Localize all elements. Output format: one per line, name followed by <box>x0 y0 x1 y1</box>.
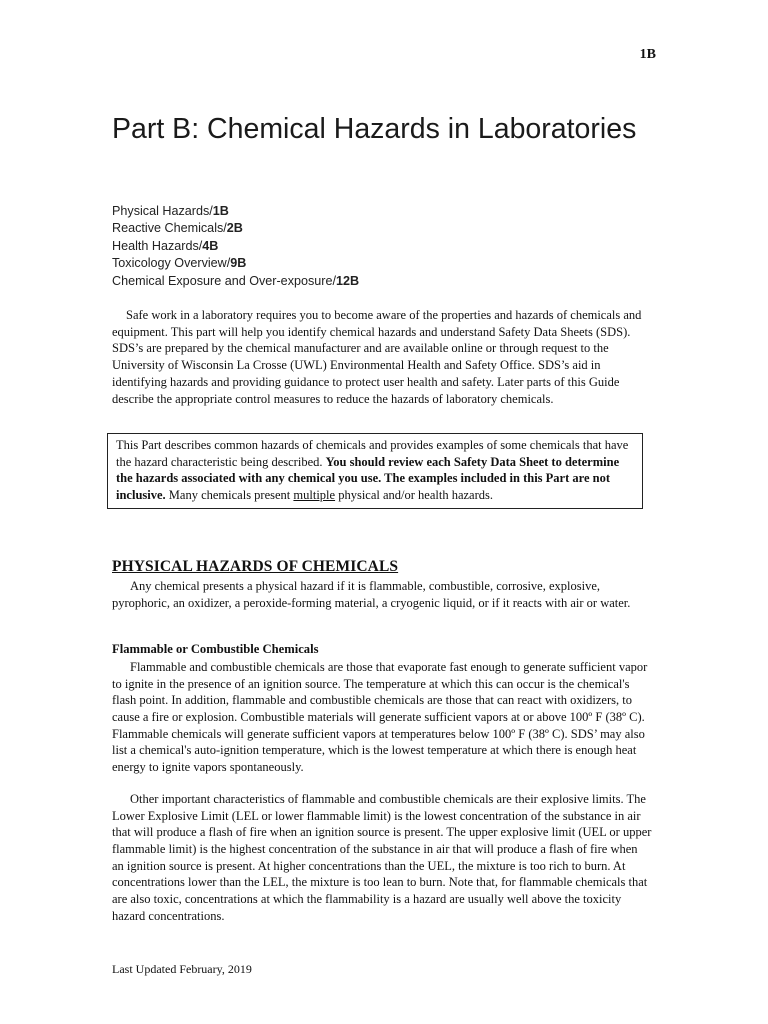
footer-last-updated: Last Updated February, 2019 <box>112 962 252 976</box>
notice-text: physical and/or health hazards. <box>335 487 494 502</box>
toc-item-reactive-chemicals <box>112 220 652 237</box>
toc-item-page: 9B <box>230 256 247 271</box>
flammable-paragraph-2: Other important characteristics of flammable and combustible chemicals are their explosive limits. The Lower Explosive Limit (LEL or lower flammable limit) is the lowest concentration of the substance in air that will produce a flash of fire when an ignition source is present. The upper explosive limit (UEL or upper flammable limit) is the highest concentration of the substance in air that will produce a flash of fire when an ignition source is present. At higher concentrations than the UEL, the mixture is too rich to burn. At concentrations lower than the LEL, the mixture is too lean to burn. Note that, for flammable chemicals that are also toxic, concentrations at which the flammability is a hazard are usually well above the toxicity hazard concentrations. <box>112 792 652 923</box>
sub-heading: Flammable or Combustible Chemicals <box>112 642 319 656</box>
toc-item-physical-hazards <box>112 203 652 220</box>
physical-hazards-paragraph: Any chemical presents a physical hazard if it is flammable, combustible, corrosive, explosive, pyrophoric, an oxidizer, a peroxide-forming material, a cryogenic liquid, or if it reacts with air or water. <box>112 579 631 610</box>
toc-item-page: 2B <box>226 221 243 236</box>
toc-item-page: 12B <box>336 273 360 288</box>
page-number: 1B <box>639 47 656 62</box>
toc-item-label: Chemical Exposure and Over-exposure/ <box>112 273 336 288</box>
notice-text: This Part describes common hazards of chemicals and provides examples of some chemicals that have the hazard characteristic being described. <box>116 438 629 469</box>
intro-paragraph: Safe work in a laboratory requires you to become aware of the properties and hazards of chemicals and equipment. This part will help you identify chemical hazards and understand Safety Data Sheets (SDS). SDS’s are prepared by the chemical manufacturer and are available online or through request to the University of Wisconsin La Crosse (UWL) Environmental Health and Safety Office. SDS’s aid in identifying hazards and providing guidance to protect user health and safety. Later parts of this Guide describe the appropriate control measures to reduce the hazards of laboratory chemicals. <box>112 308 642 406</box>
table-of-contents <box>112 203 652 290</box>
notice-underlined-text: multiple <box>293 487 336 502</box>
notice-text: Many chemicals present <box>165 487 294 502</box>
toc-item-chemical-exposure <box>112 273 652 290</box>
flammable-paragraph-1: Flammable and combustible chemicals are those that evaporate fast enough to generate sufficient vapor to ignite in the presence of an ignition source. The temperature at which this can occur is the chemical's flash point. In addition, flammable and combustible chemicals are those that can react with oxidizers, to cause a fire or explosion. Combustible materials will generate sufficient vapors at or above 100º F (38º C). Flammable chemicals will generate sufficient vapors at temperatures below 100º F (38º C). SDS’ may also list a chemical's auto-ignition temperature, which is the lowest temperature at which there is enough heat energy to ignite vapors spontaneously. <box>112 660 648 774</box>
page-title: Part B: Chemical Hazards in Laboratories <box>112 113 637 145</box>
toc-item-label: Reactive Chemicals/ <box>112 221 227 236</box>
toc-item-toxicology-overview <box>112 255 652 272</box>
notice-box <box>107 433 643 509</box>
toc-item-label: Toxicology Overview/ <box>112 256 231 271</box>
toc-item-label: Physical Hazards/ <box>112 204 213 218</box>
toc-item-health-hazards <box>112 238 652 255</box>
section-heading: PHYSICAL HAZARDS OF CHEMICALS <box>112 558 399 575</box>
toc-item-page: 4B <box>202 238 219 253</box>
toc-item-label: Health Hazards/ <box>112 238 203 253</box>
toc-item-page: 1B <box>212 204 229 218</box>
notice-bold-text: You should review each Safety Data Sheet to determine the hazards associated with any chemical you use. The examples included in this Part are not inclusive. <box>116 454 620 502</box>
